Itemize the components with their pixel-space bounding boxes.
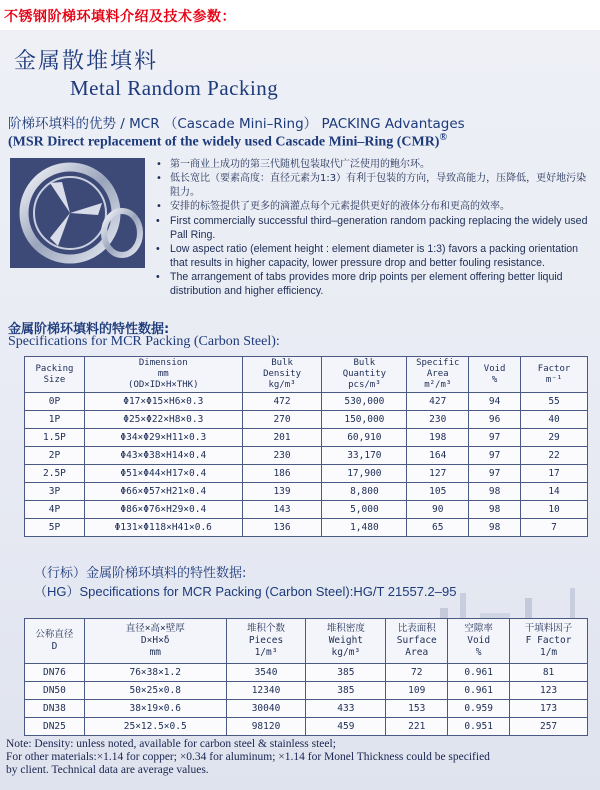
mcr-cell-col-4: 198 <box>407 429 469 447</box>
hg-table-title-en: （HG）Specifications for MCR Packing (Carbon Steel):HG/T 21557.2–95 <box>34 584 457 599</box>
mcr-cell-col-1: Φ86×Φ76×H29×0.4 <box>84 501 242 519</box>
hg-header-line: 干填料因子 <box>524 623 573 634</box>
mcr-cell-col-6: 22 <box>521 447 588 465</box>
table-row <box>25 664 588 682</box>
advantage-bullet-zh-3: • 安排的标签提供了更多的滴灌点每个元素提供更好的液体分布和更高的效率。 <box>156 200 596 214</box>
hg-header-line: 比表面积 <box>397 623 436 634</box>
mcr-cell-col-4: 127 <box>407 465 469 483</box>
hg-header-line: kg/m³ <box>331 647 361 658</box>
hg-cell-col-3: 385 <box>306 682 386 700</box>
mcr-header-col-2 <box>242 357 322 393</box>
advantages-title: 阶梯环填料的优势 / MCR （Cascade Mini–Ring） PACKING Advantages <box>8 116 465 132</box>
advantages-list <box>156 158 596 298</box>
hg-cell-col-4: 153 <box>386 700 448 718</box>
hg-cell-col-0: DN76 <box>25 664 85 682</box>
mcr-cell-col-4: 65 <box>407 519 469 537</box>
mcr-cell-col-1: Φ131×Φ118×H41×0.6 <box>84 519 242 537</box>
hg-table-title-zh: （行标）金属阶梯环填料的特性数据: <box>34 566 247 581</box>
mcr-cell-col-0: 2.5P <box>25 465 85 483</box>
mcr-header-line: m⁻¹ <box>545 374 563 385</box>
advantage-bullet-en-3: • The arrangement of tabs provides more drip points per element offering better liquid distribution and higher efficiency. <box>156 270 596 298</box>
hg-cell-col-0: DN25 <box>25 718 85 736</box>
mcr-cell-col-2: 201 <box>242 429 322 447</box>
hg-spec-table <box>24 618 588 736</box>
table-row <box>25 429 588 447</box>
mcr-cell-col-3: 530,000 <box>322 393 407 411</box>
mcr-cell-col-3: 17,900 <box>322 465 407 483</box>
table-header-row <box>25 357 588 393</box>
hg-header-col-3 <box>306 619 386 664</box>
mcr-header-line: Quantity <box>342 369 387 379</box>
mcr-cell-col-6: 14 <box>521 483 588 501</box>
mcr-header-line: (OD×ID×H×THK) <box>128 380 199 390</box>
hg-cell-col-4: 72 <box>386 664 448 682</box>
mcr-cell-col-0: 2P <box>25 447 85 465</box>
table-row <box>25 393 588 411</box>
table-row <box>25 465 588 483</box>
advantage-bullet-en-1: • First commercially successful third–generation random packing replacing the widely used Pall Ring. <box>156 214 596 242</box>
spec-table-title-en: Specifications for MCR Packing (Carbon Steel): <box>8 334 280 349</box>
page-top-title: 不锈钢阶梯环填料介绍及技术参数： <box>4 9 236 25</box>
hg-cell-col-3: 459 <box>306 718 386 736</box>
mcr-cell-col-6: 17 <box>521 465 588 483</box>
hg-header-col-1 <box>84 619 226 664</box>
hg-header-line: Void <box>467 635 491 646</box>
mcr-cell-col-2: 270 <box>242 411 322 429</box>
mcr-cell-col-4: 427 <box>407 393 469 411</box>
hg-header-line: 1/m³ <box>254 647 278 658</box>
hg-cell-col-6: 81 <box>510 664 588 682</box>
hg-cell-col-6: 257 <box>510 718 588 736</box>
mcr-cell-col-6: 7 <box>521 519 588 537</box>
spec-table-title-zh: 金属阶梯环填料的特性数据: <box>8 322 170 337</box>
mcr-spec-table <box>24 356 588 537</box>
mcr-cell-col-5: 97 <box>469 465 521 483</box>
mcr-cell-col-6: 40 <box>521 411 588 429</box>
mcr-cell-col-1: Φ34×Φ29×H11×0.3 <box>84 429 242 447</box>
mcr-header-line: Size <box>43 374 66 385</box>
mcr-header-line: Bulk <box>353 358 376 368</box>
hg-header-line: Surface <box>396 635 437 646</box>
mcr-cell-col-3: 1,480 <box>322 519 407 537</box>
hg-cell-col-2: 98120 <box>226 718 306 736</box>
mcr-cell-col-1: Φ66×Φ57×H21×0.4 <box>84 483 242 501</box>
hg-cell-col-3: 385 <box>306 664 386 682</box>
hg-header-line: Weight <box>328 635 364 646</box>
table-row <box>25 682 588 700</box>
hg-header-line: mm <box>149 647 161 658</box>
mcr-header-line: Packing <box>35 363 74 374</box>
hg-header-line: 堆积密度 <box>326 623 365 634</box>
mcr-cell-col-0: 5P <box>25 519 85 537</box>
mcr-header-line: Bulk <box>271 358 293 368</box>
mcr-cell-col-5: 94 <box>469 393 521 411</box>
registered-mark: ® <box>439 132 447 143</box>
hg-header-line: 1/m <box>539 647 558 658</box>
table-header-row <box>25 619 588 664</box>
table-row <box>25 447 588 465</box>
hg-cell-col-1: 38×19×0.6 <box>84 700 226 718</box>
mcr-cell-col-5: 96 <box>469 411 521 429</box>
hg-cell-col-2: 3540 <box>226 664 306 682</box>
hg-header-line: Area <box>405 647 429 658</box>
mcr-cell-col-2: 472 <box>242 393 322 411</box>
mcr-header-line: Dimension <box>138 358 188 368</box>
hg-header-col-0 <box>25 619 85 664</box>
table-row <box>25 718 588 736</box>
hg-header-line: 空隙率 <box>464 623 493 634</box>
mcr-header-line: pcs/m³ <box>348 380 381 390</box>
hg-cell-col-6: 173 <box>510 700 588 718</box>
hg-cell-col-5: 0.961 <box>448 664 510 682</box>
cascade-ring-photo <box>10 158 145 268</box>
mcr-header-col-3 <box>322 357 407 393</box>
hg-header-col-4 <box>386 619 448 664</box>
mcr-cell-col-5: 97 <box>469 447 521 465</box>
mcr-cell-col-5: 98 <box>469 483 521 501</box>
hg-header-col-5 <box>448 619 510 664</box>
mcr-cell-col-1: Φ25×Φ22×H8×0.3 <box>84 411 242 429</box>
hg-cell-col-3: 433 <box>306 700 386 718</box>
hg-cell-col-1: 50×25×0.8 <box>84 682 226 700</box>
mcr-cell-col-3: 5,000 <box>322 501 407 519</box>
hg-cell-col-5: 0.951 <box>448 718 510 736</box>
mcr-header-col-5 <box>469 357 521 393</box>
hg-cell-col-4: 109 <box>386 682 448 700</box>
msr-replacement-line <box>8 132 447 151</box>
mcr-cell-col-5: 98 <box>469 519 521 537</box>
mcr-cell-col-0: 0P <box>25 393 85 411</box>
mcr-cell-col-4: 164 <box>407 447 469 465</box>
mcr-cell-col-1: Φ51×Φ44×H17×0.4 <box>84 465 242 483</box>
mcr-cell-col-1: Φ43×Φ38×H14×0.4 <box>84 447 242 465</box>
hg-cell-col-0: DN50 <box>25 682 85 700</box>
table-row <box>25 519 588 537</box>
mcr-header-line: Density <box>263 369 302 379</box>
footnote-line-3: by client. Technical data are average values. <box>6 764 209 776</box>
mcr-cell-col-4: 230 <box>407 411 469 429</box>
table-row <box>25 700 588 718</box>
mcr-cell-col-5: 97 <box>469 429 521 447</box>
mcr-cell-col-0: 1P <box>25 411 85 429</box>
table-row <box>25 483 588 501</box>
footnote-line-1: Note: Density: unless noted, available for carbon steel & stainless steel; <box>6 738 336 750</box>
mcr-header-col-1 <box>84 357 242 393</box>
mcr-cell-col-0: 3P <box>25 483 85 501</box>
table-row <box>25 411 588 429</box>
advantage-bullet-en-2: • Low aspect ratio (element height : element diameter is 1:3) favors a packing orientation that results in higher capacity, lower pressure drop and better fouling resistance. <box>156 242 596 270</box>
hg-cell-col-5: 0.961 <box>448 682 510 700</box>
mcr-cell-col-3: 60,910 <box>322 429 407 447</box>
mcr-cell-col-4: 90 <box>407 501 469 519</box>
hg-header-col-2 <box>226 619 306 664</box>
mcr-cell-col-3: 150,000 <box>322 411 407 429</box>
mcr-cell-col-4: 105 <box>407 483 469 501</box>
mcr-header-line: Specific <box>416 358 460 368</box>
mcr-header-line: % <box>491 374 498 385</box>
mcr-cell-col-2: 186 <box>242 465 322 483</box>
section-heading-zh: 金属散堆填料 <box>14 49 159 74</box>
hg-header-line: 公称直径 <box>35 629 74 640</box>
hg-cell-col-5: 0.959 <box>448 700 510 718</box>
hg-header-col-6 <box>510 619 588 664</box>
footnote <box>6 738 598 777</box>
mcr-cell-col-6: 55 <box>521 393 588 411</box>
advantage-bullet-zh-2: • 低长宽比（要素高度：直径元素为1:3）有利于包装的方向，导致高能力，压降低，更好地污染阻力。 <box>156 172 596 200</box>
hg-cell-col-1: 76×38×1.2 <box>84 664 226 682</box>
msr-text: (MSR Direct replacement of the widely used Cascade Mini–Ring (CMR) <box>8 134 440 150</box>
mcr-cell-col-2: 136 <box>242 519 322 537</box>
hg-cell-col-4: 221 <box>386 718 448 736</box>
mcr-header-line: mm <box>157 369 169 379</box>
advantage-bullet-zh-1: • 第一商业上成功的第三代随机包装取代广泛使用的鲍尔环。 <box>156 158 596 172</box>
hg-header-line: F Factor <box>525 635 572 646</box>
table-row <box>25 501 588 519</box>
hg-header-line: Pieces <box>248 635 284 646</box>
mcr-header-line: Factor <box>537 363 571 374</box>
footnote-line-2: For other materials:×1.14 for copper; ×0.34 for aluminum; ×1.14 for Monel Thickness could be specified <box>6 751 490 763</box>
mcr-cell-col-6: 29 <box>521 429 588 447</box>
mcr-cell-col-0: 1.5P <box>25 429 85 447</box>
hg-cell-col-0: DN38 <box>25 700 85 718</box>
hg-header-line: D <box>51 641 58 652</box>
hg-cell-col-2: 12340 <box>226 682 306 700</box>
mcr-cell-col-6: 10 <box>521 501 588 519</box>
hg-header-line: D×H×δ <box>140 635 170 646</box>
mcr-header-line: m²/m³ <box>424 380 452 390</box>
hg-header-line: % <box>475 647 482 658</box>
hg-header-line: 直径×高×壁厚 <box>125 623 185 634</box>
mcr-header-col-0 <box>25 357 85 393</box>
table-body <box>25 664 588 736</box>
mcr-header-line: kg/m³ <box>268 380 296 390</box>
mcr-header-line: Void <box>483 363 506 374</box>
table-body <box>25 393 588 537</box>
hg-cell-col-1: 25×12.5×0.5 <box>84 718 226 736</box>
mcr-cell-col-2: 230 <box>242 447 322 465</box>
mcr-cell-col-2: 139 <box>242 483 322 501</box>
mcr-cell-col-3: 8,800 <box>322 483 407 501</box>
hg-cell-col-2: 30040 <box>226 700 306 718</box>
mcr-cell-col-5: 98 <box>469 501 521 519</box>
mcr-header-line: Area <box>426 369 449 379</box>
hg-header-line: 堆积个数 <box>247 623 286 634</box>
hg-cell-col-6: 123 <box>510 682 588 700</box>
mcr-cell-col-2: 143 <box>242 501 322 519</box>
section-heading-en: Metal Random Packing <box>70 76 279 100</box>
mcr-header-col-6 <box>521 357 588 393</box>
mcr-cell-col-0: 4P <box>25 501 85 519</box>
mcr-cell-col-3: 33,170 <box>322 447 407 465</box>
mcr-header-col-4 <box>407 357 469 393</box>
mcr-cell-col-1: Φ17×Φ15×H6×0.3 <box>84 393 242 411</box>
